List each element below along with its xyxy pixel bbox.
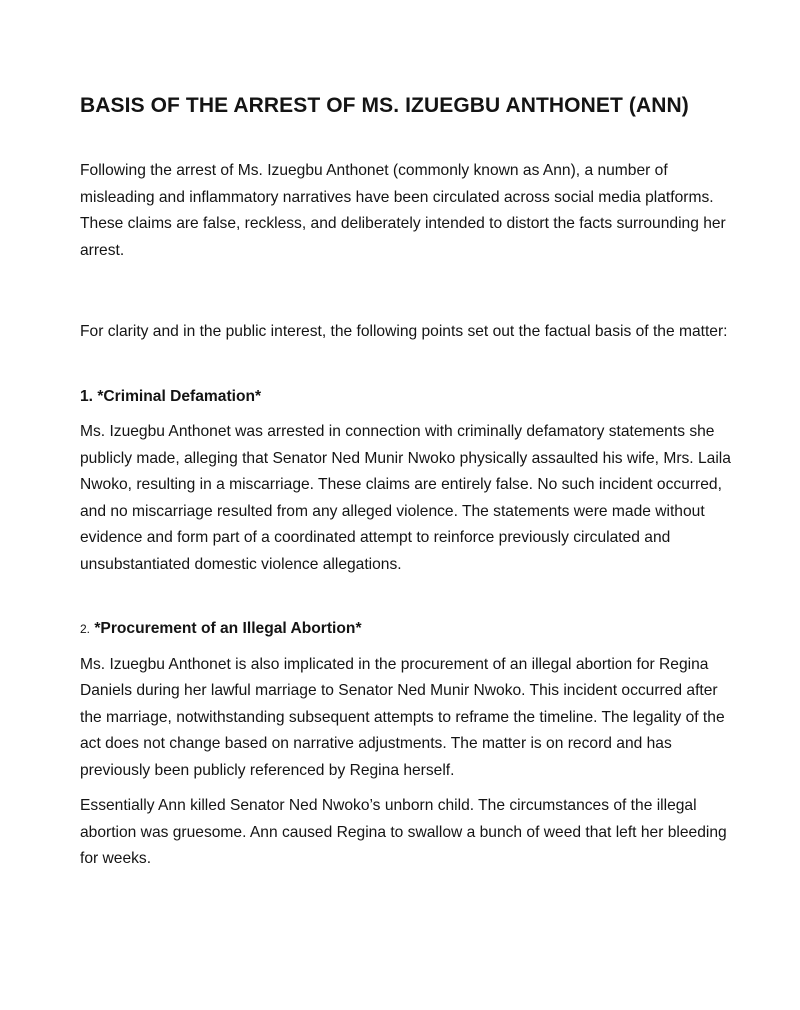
section-2-body: Ms. Izuegbu Anthonet is also implicated in the procurement of an illegal abortion for Regina Daniels during her lawful marriage to Senator Ned Munir Nwoko. This incident occurred after the marriage, notwithstanding subsequent attempts to reframe the timeline. The legality of the act does not change based on narrative adjustments. The matter is on record and has previously been publicly referenced by Regina herself.: [80, 655, 725, 779]
section-1-heading: 1. *Criminal Defamation*: [80, 387, 262, 405]
section-2-heading: [80, 616, 740, 643]
document-page: [80, 92, 740, 873]
section-2-number: 2.: [80, 622, 91, 636]
section-2-body-continued: Essentially Ann killed Senator Ned Nwoko’s unborn child. The circumstances of the illegal abortion was gruesome. Ann caused Regina to swallow a bunch of weed that left her bleeding for weeks.: [80, 797, 727, 867]
clarity-paragraph: For clarity and in the public interest, the following points set out the factual basis of the matter:: [80, 323, 728, 340]
section-2-heading-text: *Procurement of an Illegal Abortion*: [94, 620, 362, 637]
intro-paragraph: Following the arrest of Ms. Izuegbu Anthonet (commonly known as Ann), a number of misleading and inflammatory narratives have been circulated across social media platforms. These claims are false, reckless, and deliberately intended to distort the facts surrounding her arrest.: [80, 162, 726, 259]
section-1-body: Ms. Izuegbu Anthonet was arrested in connection with criminally defamatory statements she publicly made, alleging that Senator Ned Munir Nwoko physically assaulted his wife, Mrs. Laila Nwoko, resulting in a miscarriage. These claims are entirely false. No such incident occurred, and no miscarriage resulted from any alleged violence. The statements were made without evidence and form part of a coordinated attempt to reinforce previously circulated and unsubstantiated domestic violence allegations.: [80, 423, 731, 573]
document-title: BASIS OF THE ARREST OF MS. IZUEGBU ANTHONET (ANN): [80, 94, 689, 117]
